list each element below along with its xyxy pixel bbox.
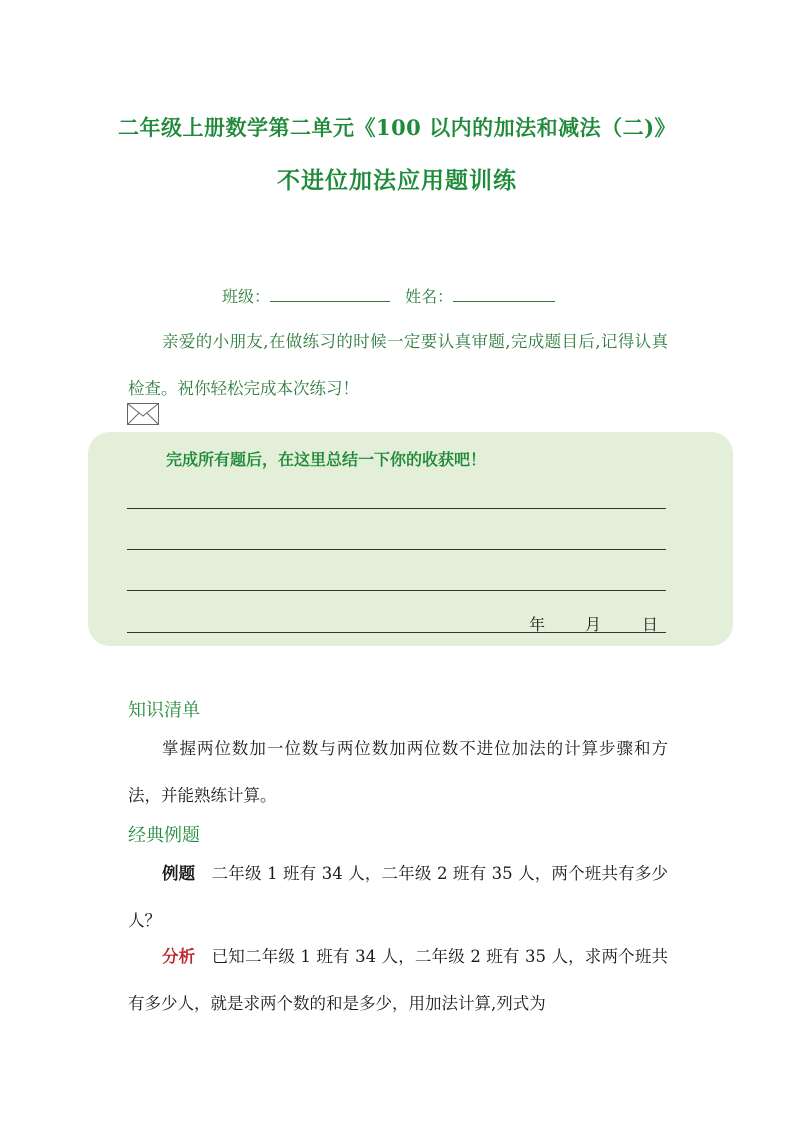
knowledge-heading: 知识清单 — [128, 700, 200, 721]
name-blank[interactable] — [453, 287, 555, 302]
summary-prompt: 完成所有题后，在这里总结一下你的收获吧！ — [166, 450, 487, 469]
intro-paragraph: 亲爱的小朋友,在做练习的时候一定要认真审题,完成题目后,记得认真检查。祝你轻松完成本次练习！ — [128, 332, 668, 398]
analysis-label: 分析 — [162, 947, 196, 966]
worksheet-title: 二年级上册数学第二单元《100 以内的加法和减法（二)》 — [117, 115, 677, 140]
summary-line-2[interactable] — [127, 549, 666, 550]
examples-heading: 经典例题 — [128, 825, 200, 846]
class-blank[interactable] — [270, 287, 390, 302]
envelope-icon — [127, 403, 159, 425]
date-row — [127, 612, 666, 632]
analysis-text: 已知二年级 1 班有 34 人，二年级 2 班有 35 人，求两个班共有多少人，就是求两个数的和是多少，用加法计算,列式为 — [128, 947, 668, 1013]
example-label: 例题 — [162, 864, 196, 883]
analysis-paragraph — [128, 933, 668, 1027]
worksheet-subtitle: 不进位加法应用题训练 — [277, 167, 517, 194]
summary-line-1[interactable] — [127, 508, 666, 509]
example-text: 二年级 1 班有 34 人，二年级 2 班有 35 人，两个班共有多少人？ — [128, 864, 668, 930]
example-paragraph — [128, 850, 668, 944]
student-info-line — [222, 284, 555, 307]
date-year: 年 — [529, 615, 546, 634]
date-day: 日 — [642, 615, 659, 634]
summary-line-3[interactable] — [127, 590, 666, 591]
summary-line-4[interactable] — [127, 632, 666, 633]
date-month: 月 — [585, 615, 602, 634]
knowledge-text: 掌握两位数加一位数与两位数加两位数不进位加法的计算步骤和方法，并能熟练计算。 — [128, 739, 668, 805]
name-label: 姓名： — [405, 287, 454, 306]
class-label: 班级： — [222, 287, 271, 306]
